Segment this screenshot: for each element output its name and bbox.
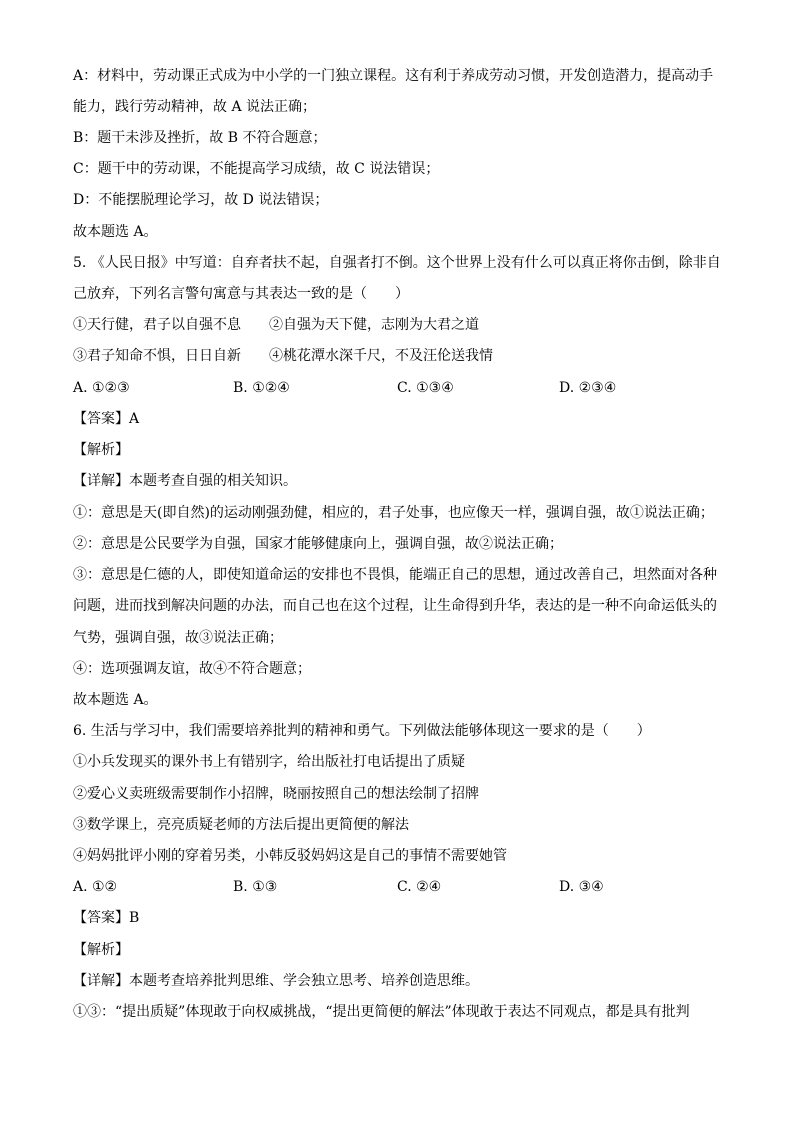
q6-item-2: ②爱心义卖班级需要制作小招牌，晓丽按照自己的想法绘制了招牌	[73, 786, 479, 802]
q6-item-4: ④妈妈批评小刚的穿着另类，小韩反驳妈妈这是自己的事情不需要她管	[73, 848, 507, 864]
q5-items-row1: ①天行健，君子以自强不息 ②自强为天下健，志刚为大君之道	[73, 317, 479, 333]
q6-option-d: D. ③④	[559, 879, 604, 895]
q4-option-d-explanation: D：不能摆脱理论学习，故 D 说法错误；	[73, 192, 329, 208]
q6-stem: 6. 生活与学习中，我们需要培养批判的精神和勇气。下列做法能够体现这一要求的是（ ）	[73, 723, 651, 739]
q5-explanation-3-cont: 问题，进而找到解决问题的办法，而自己也在这个过程，让生命得到升华，表达的是一种不向命运低头的	[73, 598, 717, 614]
q6-analysis-label: 【解析】	[73, 942, 129, 958]
q5-stem-cont: 己放弃，下列名言警句寓意与其表达一致的是（ ）	[73, 286, 409, 302]
q6-item-1: ①小兵发现买的课外书上有错别字，给出版社打电话提出了质疑	[73, 754, 465, 770]
q4-option-a-explanation: A：材料中，劳动课正式成为中小学的一门独立课程。这有利于养成劳动习惯，开发创造潜力，提高动手	[73, 68, 714, 84]
q5-explanation-4: ④：选项强调友谊，故④不符合题意；	[73, 661, 311, 677]
q5-stem: 5. 《人民日报》中写道：自弃者扶不起，自强者打不倒。这个世界上没有什么可以真正将你击倒，除非自	[73, 255, 721, 271]
q6-options	[73, 877, 733, 897]
q6-item-3: ③数学课上，亮亮质疑老师的方法后提出更简便的解法	[73, 817, 409, 833]
q6-answer: 【答案】B	[73, 910, 140, 926]
q5-explanation-3: ③：意思是仁德的人，即使知道命运的安排也不畏惧，能端正自己的思想，通过改善自己，坦然面对各种	[73, 567, 717, 583]
q5-conclusion: 故本题选 A。	[73, 692, 158, 708]
q5-option-a: A. ①②③	[73, 380, 130, 396]
q5-option-b: B. ①②④	[233, 380, 290, 396]
q5-explanation-3-end: 气势，强调自强，故③说法正确；	[73, 630, 283, 646]
q5-option-c: C. ①③④	[397, 380, 454, 396]
q5-analysis-label: 【解析】	[73, 442, 129, 458]
q5-options	[73, 378, 733, 398]
q5-answer: 【答案】A	[73, 411, 140, 427]
q5-detail: 【详解】本题考查自强的相关知识。	[73, 473, 297, 489]
q4-option-b-explanation: B：题干未涉及挫折，故 B 不符合题意；	[73, 130, 327, 146]
q6-option-c: C. ②④	[397, 879, 442, 895]
q4-conclusion: 故本题选 A。	[73, 224, 158, 240]
q5-explanation-2: ②：意思是公民要学为自强，国家才能够健康向上，强调自强，故②说法正确；	[73, 536, 563, 552]
q4-option-a-explanation-cont: 能力，践行劳动精神，故 A 说法正确；	[73, 99, 317, 115]
q5-items-row2: ③君子知命不惧，日日自新 ④桃花潭水深千尺，不及汪伦送我情	[73, 348, 493, 364]
q6-option-a: A. ①②	[73, 879, 118, 895]
q5-option-d: D. ②③④	[559, 380, 617, 396]
q6-explanation-13: ①③：“提出质疑”体现敢于向权威挑战，“提出更简便的解法”体现敢于表达不同观点，都是具有批判	[73, 1004, 690, 1020]
q6-detail: 【详解】本题考查培养批判思维、学会独立思考、培养创造思维。	[73, 973, 479, 989]
q4-option-c-explanation: C：题干中的劳动课，不能提高学习成绩，故 C 说法错误；	[73, 161, 440, 177]
q6-option-b: B. ①③	[233, 879, 278, 895]
q5-explanation-1: ①：意思是天(即自然)的运动刚强劲健，相应的，君子处事，也应像天一样，强调自强，故①说法正确；	[73, 505, 714, 521]
